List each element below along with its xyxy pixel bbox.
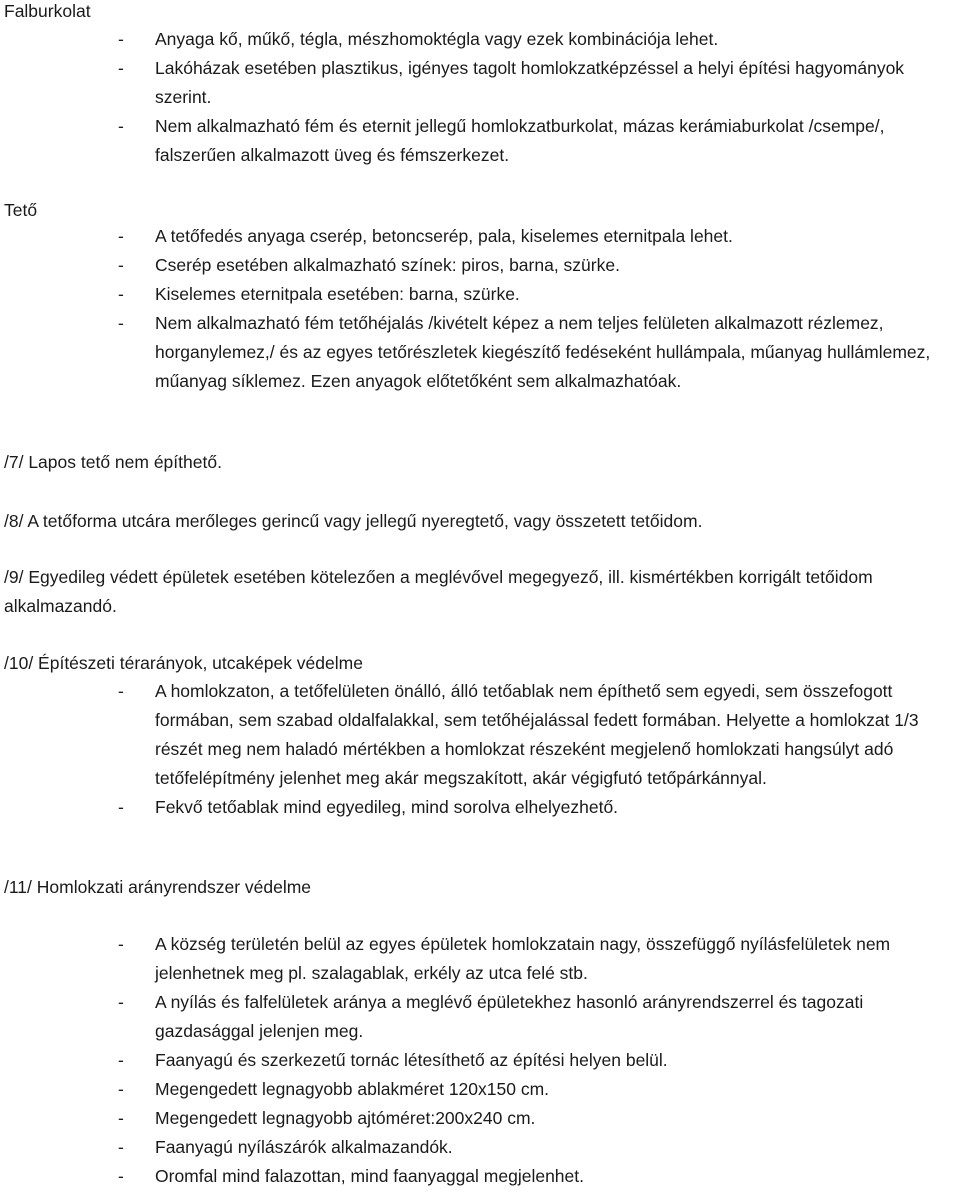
list-item: - Faanyagú nyílászárók alkalmazandók. [118,1133,958,1162]
bullet-dash: - [118,1079,124,1099]
teto-list [118,222,958,396]
terarany-list [118,677,958,822]
bullet-dash: - [118,1108,124,1128]
bullet-dash: - [118,797,124,817]
bullet-dash: - [118,1166,124,1186]
bullet-dash: - [118,1050,124,1070]
list-item: - A tetőfedés anyaga cserép, betoncserép, pala, kiselemes eternitpala lehet. [118,222,958,251]
aranyrendszer-list [118,930,958,1191]
bullet-dash: - [118,284,124,304]
list-item: - A nyílás és falfelületek aránya a meglévő épületekhez hasonló arányrendszerrel és tagozati gazdasággal jelenjen meg. [118,988,958,1046]
paragraph-7: /7/ Lapos tető nem építhető. [4,452,222,472]
list-item: - Megengedett legnagyobb ajtóméret:200x240 cm. [118,1104,958,1133]
bullet-dash: - [118,255,124,275]
list-item: - A homlokzaton, a tetőfelületen önálló, álló tetőablak nem építhető sem egyedi, sem összefogott formában, sem szabad oldalfalakkal, sem tetőhéjalással fedett formában. Helyette a homlokzat 1/3 részét meg nem haladó mértékben a homlokzat részeként megjelenő homlokzati hangsúlyt adó tetőfelépítmény jelenhet meg akár megszakított, akár végigfutó tetőpárkánnyal. [118,677,958,793]
list-item: - Lakóházak esetében plasztikus, igényes tagolt homlokzatképzéssel a helyi építési hagyományok szerint. [118,54,958,112]
paragraph-8: /8/ A tetőforma utcára merőleges gerincű vagy jellegű nyeregtető, vagy összetett tetőidom. [4,511,703,531]
bullet-dash: - [118,313,124,333]
bullet-dash: - [118,116,124,136]
list-item: - Faanyagú és szerkezetű tornác létesíthető az építési helyen belül. [118,1046,958,1075]
bullet-dash: - [118,681,124,701]
list-item: - Megengedett legnagyobb ablakméret 120x150 cm. [118,1075,958,1104]
falburkolat-list [118,25,958,170]
list-item: - Cserép esetében alkalmazható színek: piros, barna, szürke. [118,251,958,280]
list-item: - Anyaga kő, műkő, tégla, mészhomoktégla vagy ezek kombinációja lehet. [118,25,958,54]
section-heading-teto: Tető [4,200,38,220]
list-item: - Fekvő tetőablak mind egyedileg, mind sorolva elhelyezhető. [118,793,958,822]
bullet-dash: - [118,58,124,78]
bullet-dash: - [118,29,124,49]
bullet-dash: - [118,934,124,954]
section-heading-11: /11/ Homlokzati arányrendszer védelme [4,877,312,897]
section-heading-falburkolat: Falburkolat [4,1,91,21]
list-item: - Nem alkalmazható fém tetőhéjalás /kivételt képez a nem teljes felületen alkalmazott rézlemez, horganylemez,/ és az egyes tetőrészletek kiegészítő fedéseként hullámpala, műanyag hullámlemez, műanyag síklemez. Ezen anyagok előtetőként sem alkalmazhatóak. [118,309,958,396]
paragraph-9: /9/ Egyedileg védett épületek esetében kötelezően a meglévővel megegyező, ill. kismértékben korrigált tetőidom alkalmazandó. [4,567,873,616]
bullet-dash: - [118,1137,124,1157]
bullet-dash: - [118,226,124,246]
list-item: - A község területén belül az egyes épületek homlokzatain nagy, összefüggő nyílásfelületek nem jelenhetnek meg pl. szalagablak, erkély az utca felé stb. [118,930,958,988]
list-item: - Nem alkalmazható fém és eternit jellegű homlokzatburkolat, mázas kerámiaburkolat /csempe/, falszerűen alkalmazott üveg és fémszerkezet. [118,112,958,170]
bullet-dash: - [118,992,124,1012]
list-item: - Oromfal mind falazottan, mind faanyaggal megjelenhet. [118,1162,958,1191]
list-item: - Kiselemes eternitpala esetében: barna, szürke. [118,280,958,309]
section-heading-10: /10/ Építészeti térarányok, utcaképek védelme [4,653,363,673]
